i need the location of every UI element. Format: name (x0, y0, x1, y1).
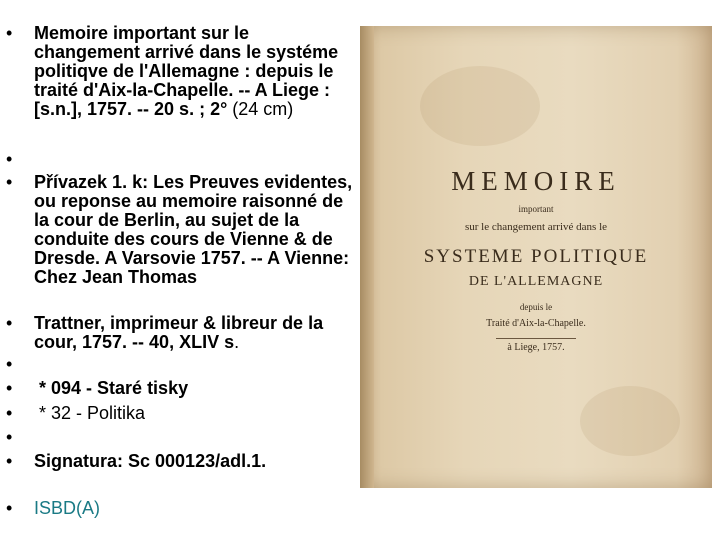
photo-line-important: important (518, 204, 554, 214)
photo-line-depuis: depuis le (519, 302, 553, 312)
bullet-marker: • (6, 23, 13, 43)
bullet-marker: • (6, 313, 13, 333)
record-description: Memoire important sur le changement arrivé dans le systéme politiqve de l'Allemagne : depuis le traité d'Aix-la-Chapelle. -- A Liege : [s.n.], 1757. -- 20 s. ; 2° (34, 23, 339, 119)
publisher-description: Trattner, imprimeur & libreur de la cour, 1757. -- 40, XLIV s (34, 313, 324, 352)
photo-line-changement: sur le changement arrivé dans le (464, 221, 608, 233)
bullet-marker: • (6, 172, 13, 192)
paper-stain (580, 386, 680, 456)
category-politics: * 32 - Politika (34, 403, 146, 423)
record-size: (24 cm) (227, 99, 294, 119)
photo-imprint: à Liege, 1757. (507, 342, 565, 353)
photo-divider (496, 338, 576, 339)
bullet-marker: • (6, 149, 13, 169)
attachment-description: Přívazek 1. k: Les Preuves evidentes, ou reponse au memoire raisonné de la cour de Berlin, au sujet de la conduite des cours de Vienne & de Dresde. A Varsovie 1757. -- A Vienne: Chez Jean Thomas (34, 172, 353, 287)
photo-line-traite: Traité d'Aix-la-Chapelle. (486, 318, 586, 329)
bullet-marker: • (6, 378, 13, 398)
bullet-marker: • (6, 403, 13, 423)
bullet-marker: • (6, 427, 13, 447)
title-page-photo (360, 26, 712, 488)
photo-title: MEMOIRE (451, 166, 621, 196)
bullet-marker: • (6, 451, 13, 471)
isbd-link[interactable]: ISBD(A) (34, 498, 101, 518)
photo-subheading: DE L'ALLEMAGNE (468, 274, 604, 289)
photo-main-heading: SYSTEME POLITIQUE (423, 246, 649, 267)
bullet-marker: • (6, 354, 13, 374)
category-old-prints: * 094 - Staré tisky (34, 378, 189, 398)
signature-text: Signatura: Sc 000123/adl.1. (34, 451, 267, 471)
bullet-marker: • (6, 498, 13, 518)
paper-stain (420, 66, 540, 146)
